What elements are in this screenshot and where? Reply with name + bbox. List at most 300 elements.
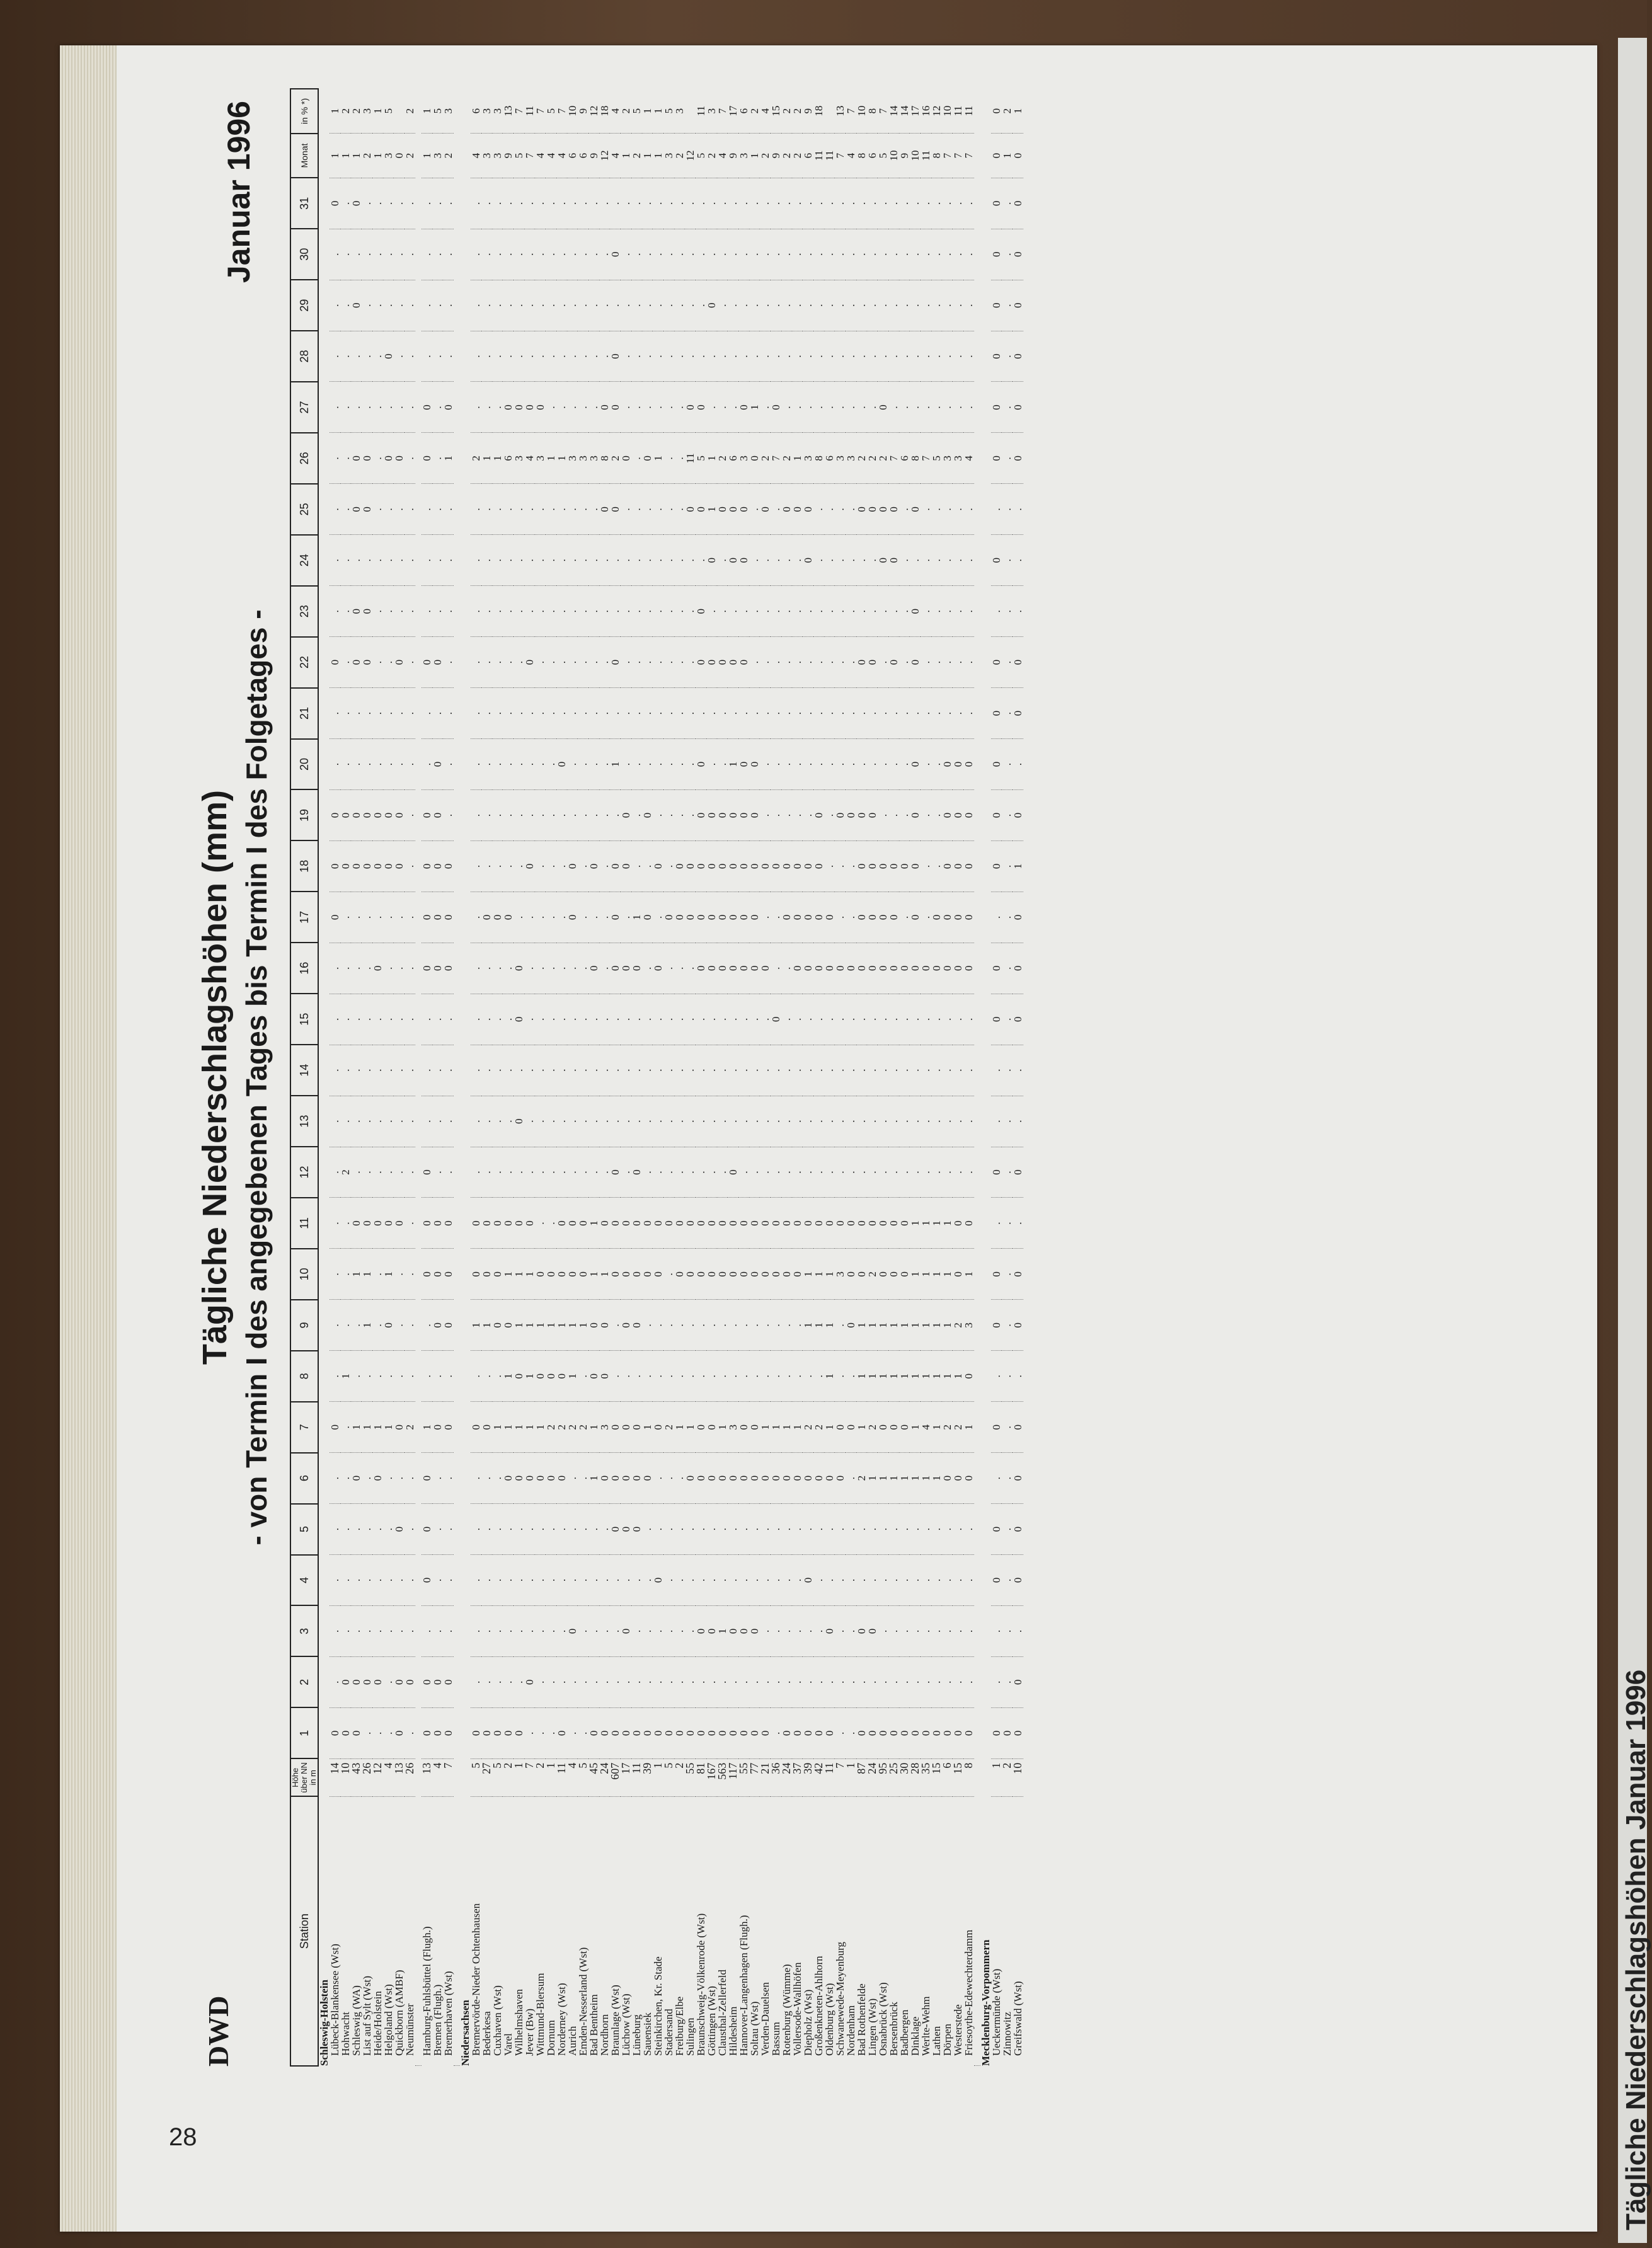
daily-value: . — [760, 789, 771, 840]
monthly-total: 9 — [503, 134, 513, 178]
daily-value: . — [760, 280, 771, 331]
daily-value: . — [383, 1707, 394, 1758]
daily-value: 0 — [610, 484, 621, 535]
daily-value: . — [383, 382, 394, 433]
daily-value: 0 — [422, 892, 432, 943]
daily-value: . — [443, 484, 454, 535]
daily-value: 1 — [362, 1300, 372, 1351]
daily-value: . — [631, 1045, 642, 1096]
daily-value: . — [781, 331, 792, 382]
daily-value: . — [1002, 382, 1012, 433]
daily-value: 0 — [621, 1402, 631, 1453]
daily-value: . — [621, 739, 631, 790]
daily-value: . — [771, 892, 781, 943]
percent-of-normal: 1 — [642, 89, 653, 134]
daily-value: 1 — [921, 1300, 931, 1351]
daily-value: . — [394, 892, 404, 943]
daily-value: 0 — [372, 943, 383, 994]
daily-value: . — [1002, 178, 1012, 229]
daily-value: 0 — [610, 943, 621, 994]
monthly-total: 3 — [738, 134, 749, 178]
daily-value: . — [481, 586, 492, 637]
daily-value: . — [556, 943, 567, 994]
daily-value: . — [443, 280, 454, 331]
daily-value: . — [813, 229, 824, 280]
daily-value: . — [610, 1605, 621, 1656]
daily-value: 1 — [867, 1300, 878, 1351]
daily-value: 3 — [513, 433, 524, 484]
daily-value: . — [760, 1147, 771, 1198]
daily-value: 0 — [631, 1300, 642, 1351]
daily-value: . — [578, 382, 588, 433]
daily-value: 0 — [696, 943, 706, 994]
daily-value: 0 — [653, 1402, 663, 1453]
daily-value: . — [867, 382, 878, 433]
daily-value: . — [963, 637, 974, 688]
daily-value: 0 — [824, 892, 835, 943]
daily-value: . — [867, 280, 878, 331]
daily-value: . — [878, 280, 888, 331]
daily-value: 1 — [492, 1402, 503, 1453]
daily-value: . — [771, 586, 781, 637]
daily-value: 0 — [503, 1198, 513, 1249]
daily-value: 0 — [991, 688, 1002, 739]
daily-value: . — [738, 229, 749, 280]
daily-value: . — [813, 280, 824, 331]
daily-value: . — [663, 840, 674, 892]
daily-value: . — [991, 1605, 1002, 1656]
daily-value: . — [535, 1555, 546, 1606]
daily-value: 1 — [524, 1402, 535, 1453]
daily-value: . — [835, 178, 846, 229]
daily-value: 0 — [503, 1707, 513, 1758]
daily-value: . — [621, 1045, 631, 1096]
daily-value: . — [760, 994, 771, 1045]
daily-value: 0 — [706, 892, 717, 943]
daily-value: . — [878, 586, 888, 637]
daily-value: . — [910, 382, 921, 433]
daily-value: 11 — [685, 433, 696, 484]
daily-value: 0 — [351, 840, 362, 892]
daily-value: 0 — [1012, 1300, 1023, 1351]
daily-value: 0 — [351, 433, 362, 484]
daily-value: . — [340, 892, 351, 943]
monthly-total: 2 — [674, 134, 685, 178]
daily-value: 0 — [432, 1198, 443, 1249]
daily-value: . — [404, 1605, 415, 1656]
daily-value: . — [631, 1656, 642, 1707]
daily-value: . — [556, 1147, 567, 1198]
daily-value: . — [674, 1453, 685, 1504]
daily-value: 0 — [599, 1198, 610, 1249]
daily-value: 0 — [481, 1249, 492, 1300]
daily-value: . — [728, 178, 738, 229]
percent-of-normal: 4 — [760, 89, 771, 134]
daily-value: 0 — [631, 1249, 642, 1300]
daily-value: . — [599, 943, 610, 994]
col-header-day: 1 — [290, 1707, 318, 1758]
daily-value: . — [588, 1605, 599, 1656]
daily-value: . — [878, 688, 888, 739]
daily-value: 2 — [856, 433, 867, 484]
daily-value: 0 — [878, 535, 888, 586]
daily-value: 0 — [663, 1707, 674, 1758]
daily-value: 3 — [846, 433, 856, 484]
daily-value: . — [503, 1605, 513, 1656]
daily-value: . — [372, 382, 383, 433]
daily-value: . — [760, 1504, 771, 1555]
daily-value: . — [803, 789, 813, 840]
station-row — [824, 89, 835, 2066]
daily-value: . — [481, 1351, 492, 1402]
daily-value: . — [663, 1504, 674, 1555]
daily-value: 0 — [372, 840, 383, 892]
daily-value: 0 — [422, 1555, 432, 1606]
daily-value: 0 — [492, 1198, 503, 1249]
daily-value: . — [835, 892, 846, 943]
daily-value: 0 — [556, 739, 567, 790]
daily-value: 1 — [867, 1453, 878, 1504]
daily-value: 0 — [567, 892, 578, 943]
daily-value: . — [867, 331, 878, 382]
station-row — [567, 89, 578, 2066]
station-name: Bremen (Flugh.) — [432, 1984, 444, 2056]
daily-value: . — [330, 1453, 340, 1504]
daily-value: . — [942, 535, 953, 586]
daily-value: . — [991, 1351, 1002, 1402]
daily-value: . — [867, 586, 878, 637]
station-name: Emden-Nesserland (Wst) — [577, 1947, 589, 2056]
daily-value: . — [383, 943, 394, 994]
daily-value: . — [921, 535, 931, 586]
daily-value: . — [1012, 1198, 1023, 1249]
daily-value: . — [340, 1555, 351, 1606]
daily-value: . — [621, 229, 631, 280]
daily-value: . — [535, 994, 546, 1045]
daily-value: . — [481, 1096, 492, 1147]
daily-value: . — [749, 1504, 760, 1555]
daily-value: . — [846, 1707, 856, 1758]
daily-value: 0 — [738, 1402, 749, 1453]
daily-value: . — [372, 1605, 383, 1656]
daily-value: . — [330, 484, 340, 535]
daily-value: 0 — [610, 1504, 621, 1555]
daily-value: . — [546, 586, 556, 637]
daily-value: . — [404, 1045, 415, 1096]
daily-value: 0 — [931, 892, 942, 943]
daily-value: . — [878, 739, 888, 790]
daily-value: . — [835, 1707, 846, 1758]
daily-value: . — [351, 1605, 362, 1656]
daily-value: . — [351, 535, 362, 586]
daily-value: 0 — [953, 840, 963, 892]
percent-of-normal: 17 — [728, 89, 738, 134]
col-header-day: 27 — [290, 382, 318, 433]
daily-value: . — [931, 688, 942, 739]
daily-value: . — [942, 382, 953, 433]
daily-value: 0 — [1012, 892, 1023, 943]
daily-value: 1 — [910, 1198, 921, 1249]
daily-value: . — [653, 331, 663, 382]
daily-value: . — [330, 586, 340, 637]
daily-value: . — [471, 688, 481, 739]
monthly-total: 0 — [991, 134, 1002, 178]
daily-value: . — [492, 1453, 503, 1504]
daily-value: . — [567, 280, 578, 331]
daily-value: 0 — [696, 892, 706, 943]
daily-value: . — [771, 1504, 781, 1555]
daily-value: 0 — [760, 1198, 771, 1249]
daily-value: . — [706, 1147, 717, 1198]
daily-value: 0 — [910, 840, 921, 892]
daily-value: 0 — [621, 943, 631, 994]
daily-value: . — [503, 1147, 513, 1198]
daily-value: . — [813, 1555, 824, 1606]
daily-value: . — [781, 1555, 792, 1606]
percent-of-normal: 14 — [888, 89, 899, 134]
daily-value: . — [674, 280, 685, 331]
daily-value: . — [856, 1555, 867, 1606]
daily-value: 0 — [432, 1300, 443, 1351]
daily-value: 0 — [621, 1605, 631, 1656]
daily-value: 0 — [471, 1198, 481, 1249]
daily-value: . — [599, 331, 610, 382]
daily-value: . — [546, 280, 556, 331]
daily-value: 1 — [910, 1453, 921, 1504]
daily-value: . — [792, 688, 803, 739]
daily-value: . — [340, 1045, 351, 1096]
daily-value: 0 — [991, 943, 1002, 994]
daily-value: . — [846, 1605, 856, 1656]
daily-value: . — [781, 637, 792, 688]
daily-value: . — [771, 739, 781, 790]
daily-value: 1 — [931, 1198, 942, 1249]
daily-value: . — [535, 789, 546, 840]
daily-value: 0 — [867, 892, 878, 943]
daily-value: 1 — [760, 1402, 771, 1453]
daily-value: 0 — [910, 789, 921, 840]
daily-value: . — [824, 1147, 835, 1198]
daily-value: . — [394, 484, 404, 535]
daily-value: 3 — [588, 433, 599, 484]
daily-value: 0 — [422, 1656, 432, 1707]
daily-value: . — [383, 1656, 394, 1707]
percent-of-normal: 1 — [653, 89, 663, 134]
percent-of-normal: 17 — [910, 89, 921, 134]
daily-value: 0 — [991, 178, 1002, 229]
daily-value: . — [888, 178, 899, 229]
daily-value: . — [813, 1045, 824, 1096]
daily-value: . — [524, 1555, 535, 1606]
daily-value: . — [567, 1504, 578, 1555]
daily-value: 0 — [422, 1504, 432, 1555]
daily-value: 1 — [921, 1351, 931, 1402]
daily-value: . — [835, 840, 846, 892]
daily-value: 0 — [717, 1249, 728, 1300]
daily-value: . — [567, 586, 578, 637]
monthly-total: 11 — [813, 134, 824, 178]
daily-value: . — [432, 484, 443, 535]
daily-value: . — [878, 1504, 888, 1555]
daily-value: . — [803, 739, 813, 790]
daily-value: . — [953, 586, 963, 637]
daily-value: 0 — [443, 1249, 454, 1300]
percent-of-normal: 9 — [578, 89, 588, 134]
daily-value: . — [1002, 229, 1012, 280]
daily-value: . — [813, 1096, 824, 1147]
daily-value: 1 — [824, 1351, 835, 1402]
daily-value: . — [846, 739, 856, 790]
daily-value: . — [846, 840, 856, 892]
daily-value: 0 — [599, 1351, 610, 1402]
station-height: 24 — [781, 1758, 792, 1796]
daily-value: . — [760, 1605, 771, 1656]
station-name: Dornum — [545, 2020, 557, 2056]
daily-value: 0 — [803, 892, 813, 943]
daily-value: . — [610, 535, 621, 586]
daily-value: . — [503, 789, 513, 840]
daily-value: 0 — [781, 1249, 792, 1300]
daily-value: 3 — [942, 433, 953, 484]
daily-value: . — [931, 994, 942, 1045]
station-name: Sauensiek — [641, 2012, 653, 2056]
daily-value: . — [513, 688, 524, 739]
col-header-day: 19 — [290, 789, 318, 840]
daily-value: 0 — [749, 943, 760, 994]
daily-value: 1 — [351, 1249, 362, 1300]
station-name: Braunlage (Wst) — [609, 1985, 621, 2056]
daily-value: . — [888, 280, 899, 331]
daily-value: . — [372, 637, 383, 688]
monthly-total: 2 — [362, 134, 372, 178]
daily-value: . — [642, 1656, 653, 1707]
daily-value: . — [771, 1605, 781, 1656]
daily-value: . — [621, 637, 631, 688]
monthly-total: 4 — [717, 134, 728, 178]
daily-value: 0 — [888, 637, 899, 688]
daily-value: . — [663, 433, 674, 484]
daily-value: . — [362, 1605, 372, 1656]
daily-value: 0 — [610, 1249, 621, 1300]
daily-value: 0 — [953, 789, 963, 840]
daily-value: . — [443, 586, 454, 637]
daily-value: . — [835, 637, 846, 688]
daily-value: . — [631, 688, 642, 739]
daily-value: . — [546, 637, 556, 688]
daily-value: 0 — [696, 1453, 706, 1504]
daily-value: . — [846, 280, 856, 331]
daily-value: . — [513, 1045, 524, 1096]
daily-value: . — [1002, 840, 1012, 892]
daily-value: . — [653, 1605, 663, 1656]
daily-value: 1 — [535, 1402, 546, 1453]
daily-value: . — [588, 789, 599, 840]
daily-value: . — [588, 1096, 599, 1147]
daily-value: . — [813, 1147, 824, 1198]
daily-value: . — [878, 331, 888, 382]
daily-value: 0 — [685, 1453, 696, 1504]
daily-value: . — [792, 178, 803, 229]
daily-value: . — [728, 382, 738, 433]
daily-value: . — [443, 789, 454, 840]
daily-value: . — [813, 637, 824, 688]
station-name: Schwanewede-Meyenburg — [834, 1942, 846, 2056]
daily-value: . — [771, 1555, 781, 1606]
daily-value: . — [404, 382, 415, 433]
daily-value: . — [432, 433, 443, 484]
daily-value: 1 — [631, 892, 642, 943]
daily-value: . — [991, 1453, 1002, 1504]
daily-value: . — [503, 688, 513, 739]
daily-value: 1 — [824, 1402, 835, 1453]
daily-value: 0 — [621, 840, 631, 892]
daily-value: 0 — [792, 840, 803, 892]
daily-value: . — [535, 280, 546, 331]
daily-value: 0 — [372, 1198, 383, 1249]
daily-value: 0 — [556, 1707, 567, 1758]
daily-value: . — [1002, 1300, 1012, 1351]
daily-value: . — [362, 1096, 372, 1147]
daily-value: . — [404, 789, 415, 840]
daily-value: 0 — [599, 1707, 610, 1758]
station-name: Göttingen (Wst) — [706, 1986, 718, 2056]
daily-value: . — [471, 280, 481, 331]
page-subtitle: - von Termin I des angegebenen Tages bis Termin I des Folgetages - — [240, 609, 273, 1546]
daily-value: 1 — [513, 1402, 524, 1453]
daily-value: 1 — [942, 1249, 953, 1300]
daily-value: . — [931, 1555, 942, 1606]
daily-value: . — [546, 1504, 556, 1555]
daily-value: . — [846, 994, 856, 1045]
daily-value: 0 — [631, 1504, 642, 1555]
daily-value: . — [706, 688, 717, 739]
daily-value: . — [760, 1656, 771, 1707]
daily-value: . — [696, 229, 706, 280]
daily-value: 2 — [717, 433, 728, 484]
daily-value: 1 — [524, 1300, 535, 1351]
daily-value: . — [631, 994, 642, 1045]
daily-value: . — [567, 1656, 578, 1707]
daily-value: . — [631, 1605, 642, 1656]
daily-value: 2 — [867, 1402, 878, 1453]
daily-value: . — [1012, 1605, 1023, 1656]
daily-value: . — [771, 280, 781, 331]
daily-value: . — [717, 1504, 728, 1555]
daily-value: 0 — [432, 840, 443, 892]
daily-value: 0 — [813, 1453, 824, 1504]
daily-value: . — [792, 1605, 803, 1656]
daily-value: . — [910, 1504, 921, 1555]
percent-of-normal: 10 — [567, 89, 578, 134]
daily-value: . — [663, 586, 674, 637]
daily-value: . — [674, 178, 685, 229]
daily-value: . — [340, 1402, 351, 1453]
daily-value: . — [394, 1605, 404, 1656]
daily-value: . — [642, 1351, 653, 1402]
daily-value: . — [524, 331, 535, 382]
daily-value: . — [899, 994, 910, 1045]
daily-value: . — [991, 484, 1002, 535]
daily-value: . — [432, 331, 443, 382]
daily-value: . — [610, 1555, 621, 1606]
daily-value: 0 — [642, 433, 653, 484]
daily-value: . — [749, 586, 760, 637]
daily-value: . — [362, 229, 372, 280]
daily-value: . — [535, 1147, 546, 1198]
daily-value: . — [760, 892, 771, 943]
daily-value: . — [404, 535, 415, 586]
daily-value: . — [422, 535, 432, 586]
